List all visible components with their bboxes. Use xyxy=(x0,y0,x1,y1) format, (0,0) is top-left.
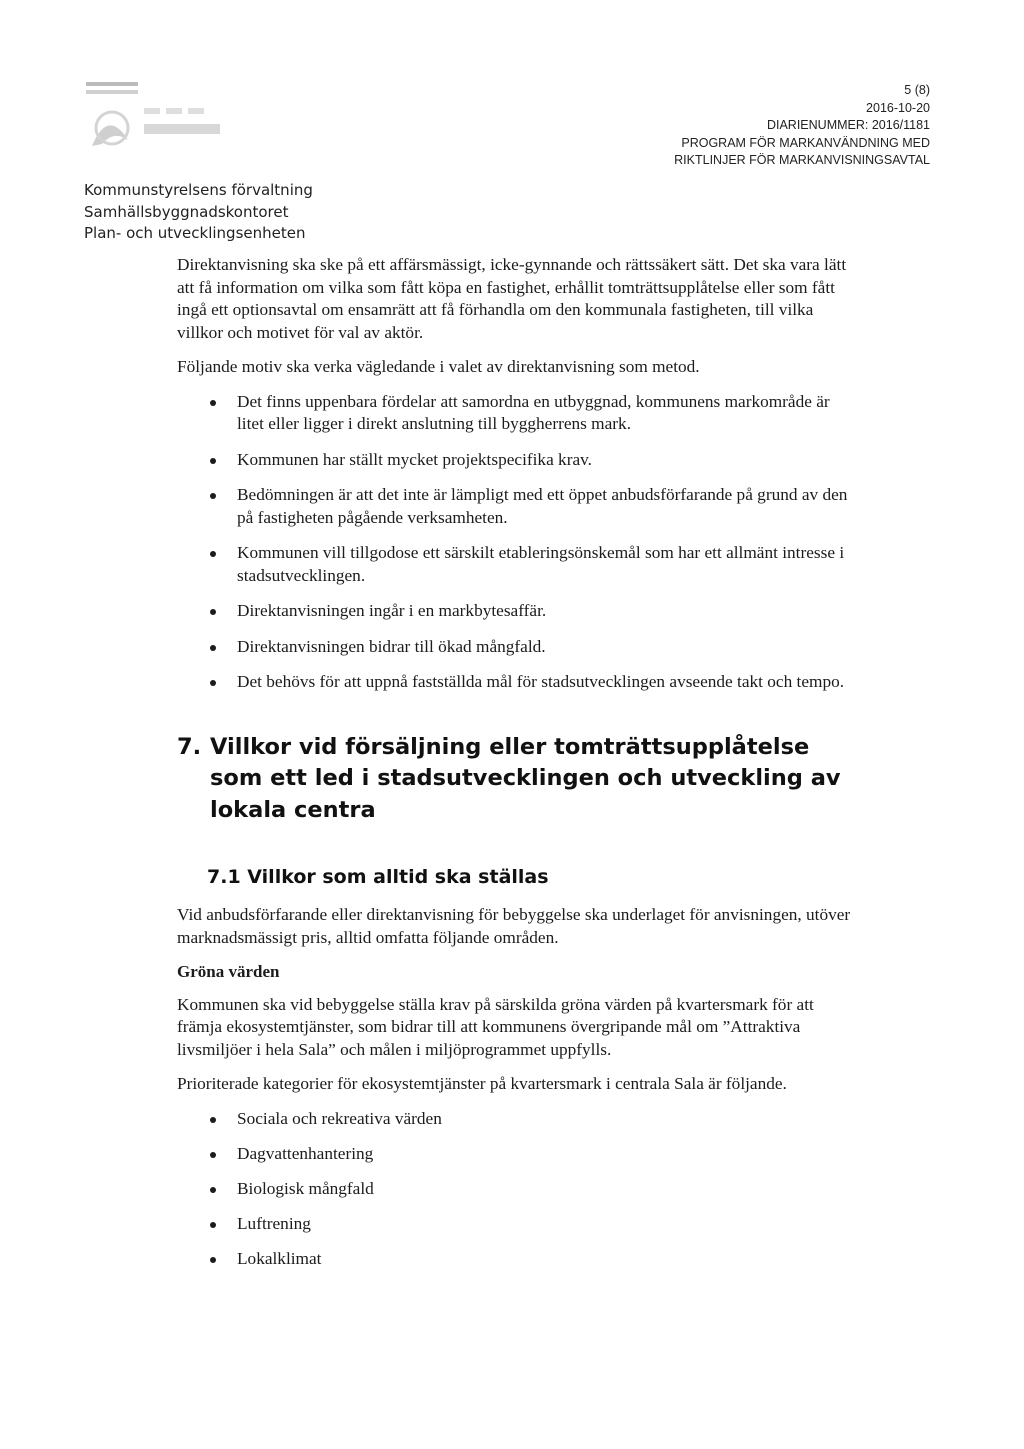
list-item: Kommunen har ställt mycket projektspecifika krav. xyxy=(177,449,857,472)
page-number: 5 (8) xyxy=(904,83,930,97)
list-item: Direktanvisningen ingår i en markbytesaffär. xyxy=(177,600,857,623)
list-item: Kommunen vill tillgodose ett särskilt etableringsönskemål som har ett allmänt intresse i stadsutvecklingen. xyxy=(177,542,857,587)
list-item: Det behövs för att uppnå fastställda mål för stadsutvecklingen avseende takt och tempo. xyxy=(177,671,857,694)
sala-kommun-logo-icon xyxy=(84,78,234,158)
bullet-icon xyxy=(210,1187,216,1193)
list-item: Biologisk mångfald xyxy=(177,1178,857,1201)
paragraph-green-values: Kommunen ska vid bebyggelse ställa krav på särskilda gröna värden på kvartersmark för att främja ekosystemtjänster, som bidrar till att kommunens övergripande mål om ”Attraktiva livsmiljöer i hela Sala” och målen i miljöprogrammet uppfylls. xyxy=(177,994,814,1059)
paragraph-direct-allocation: Direktanvisning ska ske på ett affärsmässigt, icke-gynnande och rättssäkert sätt. Det ska vara lätt att få information om vilka som fått köpa en fastighet, erhållit tomträttsupplåtelse eller som fått ingå ett optionsavtal om ensamrätt att få förhandla om den kommunala fastigheten, till vilka villkor och motivet för val av aktör. xyxy=(177,255,847,342)
document-meta xyxy=(674,82,930,170)
subsection-heading xyxy=(207,864,857,890)
list-item: Lokalklimat xyxy=(177,1248,857,1271)
categories-list xyxy=(177,1108,857,1271)
org-line-2: Samhällsbyggnadskontoret xyxy=(84,202,289,221)
motives-list xyxy=(177,391,857,694)
document-title-line-2: RIKTLINJER FÖR MARKANVISNINGSAVTAL xyxy=(674,153,930,167)
bullet-icon xyxy=(210,551,216,557)
subsection-number: 7.1 xyxy=(207,866,241,888)
subsection-title: Villkor som alltid ska ställas xyxy=(247,866,549,888)
org-line-3: Plan- och utvecklingsenheten xyxy=(84,224,306,242)
document-title-line-1: PROGRAM FÖR MARKANVÄNDNING MED xyxy=(681,135,930,150)
document-date: 2016-10-20 xyxy=(866,100,930,115)
list-item: Dagvattenhantering xyxy=(177,1143,857,1166)
bullet-icon xyxy=(210,458,216,464)
list-item: Sociala och rekreativa värden xyxy=(177,1108,857,1131)
org-line-1: Kommunstyrelsens förvaltning xyxy=(84,181,313,199)
section-number: 7. xyxy=(177,733,202,760)
paragraph-motives-intro: Följande motiv ska verka vägledande i valet av direktanvisning som metod. xyxy=(177,357,700,376)
list-item: Direktanvisningen bidrar till ökad mångfald. xyxy=(177,636,857,659)
bullet-icon xyxy=(210,400,216,406)
bullet-icon xyxy=(210,609,216,615)
heading-green-values: Gröna värden xyxy=(177,962,280,981)
bullet-icon xyxy=(210,680,216,686)
list-item: Bedömningen är att det inte är lämpligt med ett öppet anbudsförfarande på grund av den på fastigheten pågående verksamheten. xyxy=(177,484,857,529)
paragraph-basis: Vid anbudsförfarande eller direktanvisning för bebyggelse ska underlaget för anvisningen, utöver marknadsmässigt pris, alltid omfatta följande områden. xyxy=(177,905,851,947)
diarienummer: DIARIENUMMER: 2016/1181 xyxy=(766,118,930,132)
bullet-icon xyxy=(210,1222,216,1228)
bullet-icon xyxy=(210,493,216,499)
document-body xyxy=(177,254,857,1283)
organization-block xyxy=(84,180,313,245)
bullet-icon xyxy=(210,1117,216,1123)
bullet-icon xyxy=(210,1152,216,1158)
list-item: Det finns uppenbara fördelar att samordna en utbyggnad, kommunens markområde är litet eller ligger i direkt anslutning till byggherrens mark. xyxy=(177,391,857,436)
bullet-icon xyxy=(210,1257,216,1263)
section-heading xyxy=(177,732,857,827)
section-title: Villkor vid försäljning eller tomträttsupplåtelse som ett led i stadsutvecklingen och utveckling av lokala centra xyxy=(210,733,841,823)
bullet-icon xyxy=(210,645,216,651)
list-item: Luftrening xyxy=(177,1213,857,1236)
paragraph-categories-intro: Prioriterade kategorier för ekosystemtjänster på kvartersmark i centrala Sala är följande. xyxy=(177,1074,787,1093)
